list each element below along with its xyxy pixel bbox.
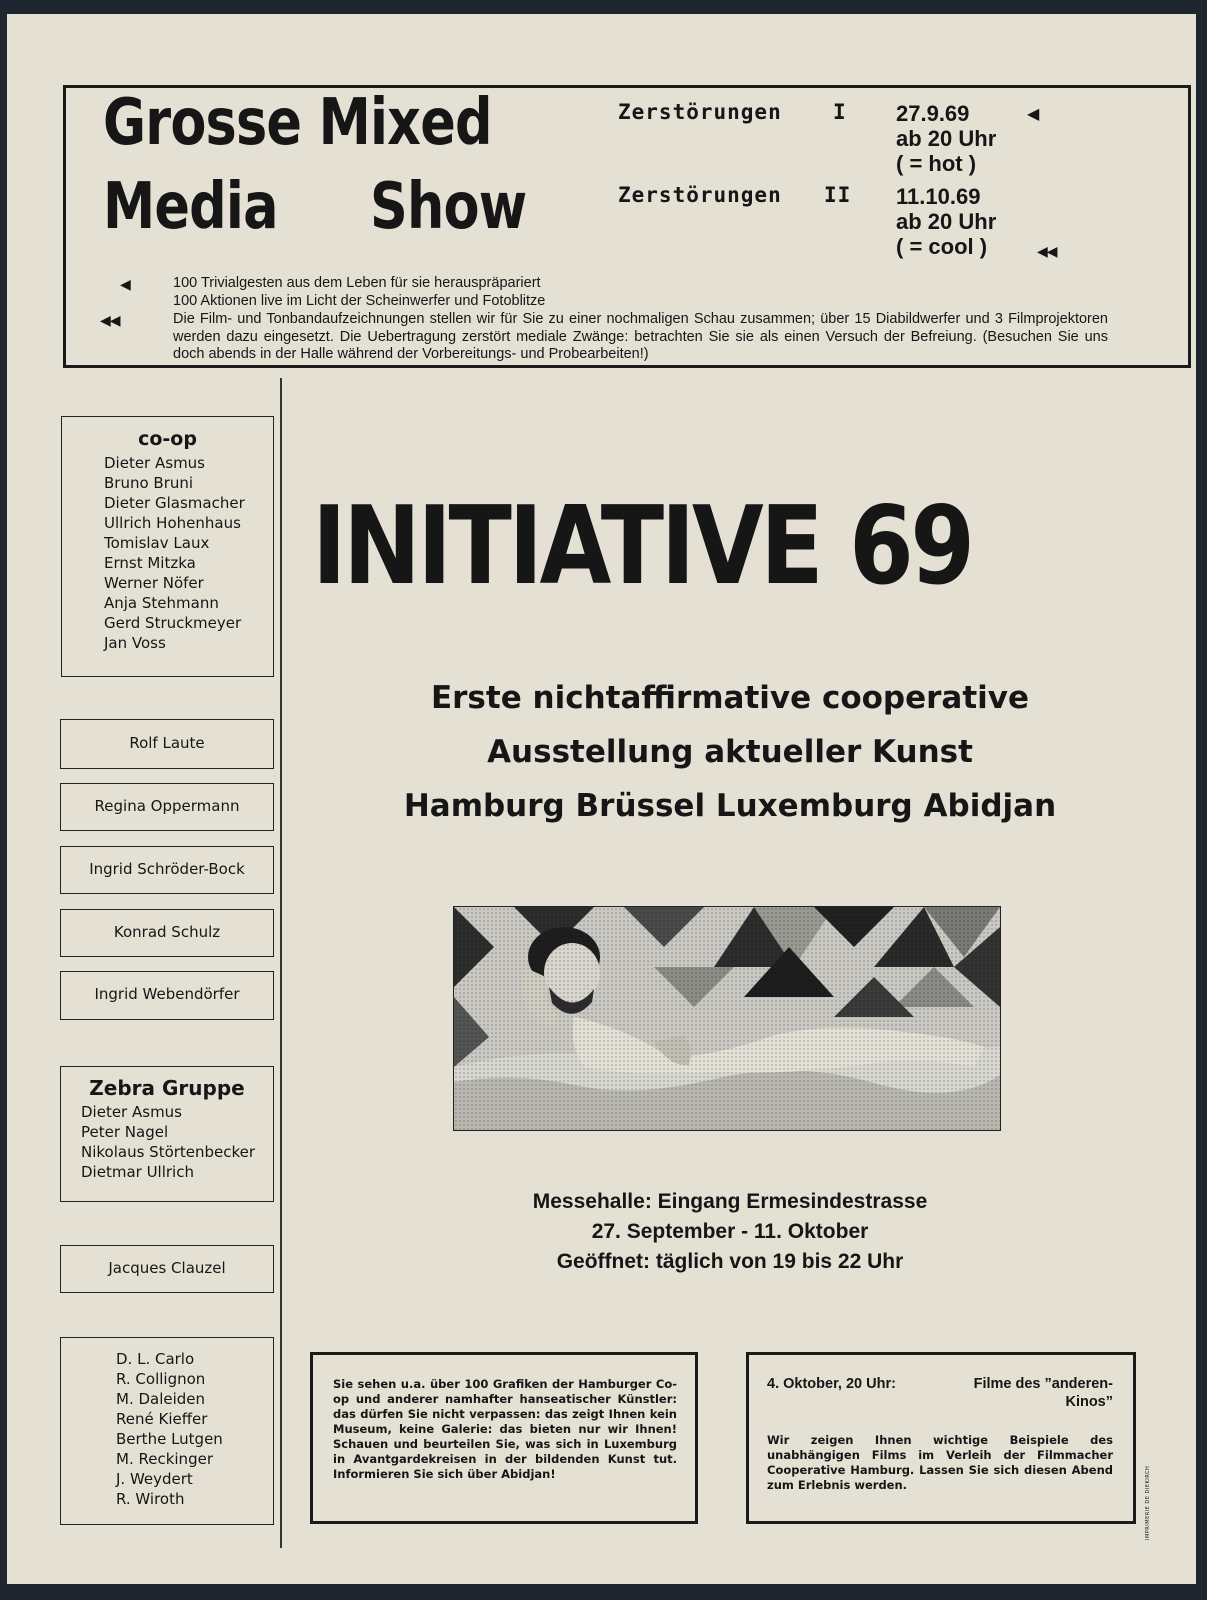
film-evening-title-2: Kinos”: [1065, 1394, 1113, 1410]
headline-word-show: Show: [370, 170, 527, 244]
event-2-numeral: II: [824, 183, 852, 207]
coop-member: Werner Nöfer: [104, 574, 204, 592]
event-2-marker-icon: ◀◀: [1037, 244, 1057, 260]
zebra-gruppe-box: [60, 1066, 274, 1202]
coop-member: Anja Stehmann: [104, 594, 219, 612]
coop-box: [61, 416, 274, 677]
venue-line-3: Geöffnet: täglich von 19 bis 22 Uhr: [556, 1250, 904, 1273]
lux-artist: René Kieffer: [116, 1410, 208, 1428]
photo-graphic: [454, 907, 1000, 1130]
headline-line-1: Grosse Mixed: [103, 86, 492, 160]
lux-artist: M. Reckinger: [116, 1450, 213, 1468]
artist-box-regina-oppermann: Regina Oppermann: [60, 783, 274, 831]
coop-member: Dieter Glasmacher: [104, 494, 245, 512]
subtitle-line-3: Hamburg Brüssel Luxemburg Abidjan: [403, 788, 1057, 824]
paragraph-marker-icon: ◀◀: [100, 313, 120, 329]
event-1-time: ab 20 Uhr: [896, 126, 997, 151]
coop-member: Jan Voss: [104, 634, 166, 652]
lux-artist: Berthe Lutgen: [116, 1430, 223, 1448]
zebra-member: Dieter Asmus: [81, 1103, 183, 1121]
coop-member: Gerd Struckmeyer: [104, 614, 242, 632]
artist-box-jacques-clauzel: Jacques Clauzel: [60, 1245, 274, 1293]
event-2-date: 11.10.69: [896, 184, 981, 209]
column-divider: [280, 378, 282, 1548]
lux-artist: R. Collignon: [116, 1370, 206, 1388]
coop-member: Tomislav Laux: [104, 534, 210, 552]
printer-credit: IMPRIMERIE DE DIEKIRCH: [1145, 1465, 1151, 1540]
grafiken-info-text: Sie sehen u.a. über 100 Grafiken der Hamburger Co-op und anderer namhafter hanseatischer Künstler: das dürfen Sie nicht verpassen: das zeigt Ihnen kein Museum, keine Galerie: das bieten nur wir Ihnen! Schauen und beurteilen Sie, was sich in Luxemburg in Avantgardekreisen in der bildenden Kunst tut. Informieren Sie sich über Abidjan!: [333, 1377, 677, 1481]
coop-member: Ullrich Hohenhaus: [104, 514, 241, 532]
lux-artist: D. L. Carlo: [116, 1350, 195, 1368]
main-title: INITIATIVE 69: [312, 484, 972, 609]
event-2-time: ab 20 Uhr: [896, 209, 997, 234]
event-2-label: Zerstörungen: [618, 183, 782, 207]
subtitle-line-1: Erste nichtaffirmative cooperative: [430, 680, 1030, 716]
film-evening-date: 4. Oktober, 20 Uhr:: [767, 1376, 896, 1392]
luxembourg-artists-box: [60, 1337, 274, 1525]
film-evening-box: [746, 1352, 1136, 1524]
film-evening-text: Wir zeigen Ihnen wichtige Beispiele des unabhängigen Films im Verleih der Filmmacher Cooperative Hamburg. Lassen Sie sich diesen Abend zum Erlebnis werden.: [767, 1433, 1113, 1492]
lux-artist: J. Weydert: [116, 1470, 193, 1488]
event-1-date: 27.9.69: [896, 101, 970, 126]
event-1-label: Zerstörungen: [618, 100, 782, 124]
grafiken-info-box: [310, 1352, 698, 1524]
lux-artist: R. Wiroth: [116, 1490, 185, 1508]
subtitle-line-2: Ausstellung aktueller Kunst: [487, 734, 973, 770]
event-2-note: ( = cool ): [896, 234, 988, 259]
event-1-note: ( = hot ): [896, 151, 977, 176]
film-evening-title-1: Filme des ”anderen-: [973, 1376, 1113, 1392]
event-1-marker-icon: ◀: [1027, 106, 1040, 123]
header-line-2: 100 Aktionen live im Licht der Scheinwerfer und Fotoblitze: [173, 293, 546, 309]
venue-line-2: 27. September - 11. Oktober: [591, 1220, 869, 1243]
header-paragraph: Die Film- und Tonbandaufzeichnungen stellen wir für Sie zu einer nochmaligen Schau zusammen; über 15 Diabildwerfer und 3 Filmprojektoren werden dazu eingesetzt. Die Uebertragung zerstört mediale Zwänge: betrachten Sie sie als einen Versuch der Befreiung. (Besuchen Sie uns doch abends in der Halle während der Vorbereitungs- und Probearbeiten!): [173, 311, 1108, 362]
coop-title: co-op: [138, 428, 197, 450]
coop-member: Bruno Bruni: [104, 474, 194, 492]
zebra-member: Dietmar Ullrich: [81, 1163, 194, 1181]
artist-box-ingrid-schroeder-bock: Ingrid Schröder-Bock: [60, 846, 274, 894]
artist-box-ingrid-webendoerfer: Ingrid Webendörfer: [60, 971, 274, 1020]
header-line-1: 100 Trivialgesten aus dem Leben für sie herauspräpariert: [173, 275, 541, 291]
zebra-member: Peter Nagel: [81, 1123, 169, 1141]
coop-member: Ernst Mitzka: [104, 554, 196, 572]
line-1-marker-icon: ◀: [120, 277, 130, 293]
halftone-photo: [453, 906, 1001, 1131]
zebra-member: Nikolaus Störtenbecker: [81, 1143, 256, 1161]
artist-box-rolf-laute: Rolf Laute: [60, 719, 274, 769]
venue-line-1: Messehalle: Eingang Ermesindestrasse: [532, 1190, 928, 1213]
lux-artist: M. Daleiden: [116, 1390, 206, 1408]
headline-word-media: Media: [103, 170, 278, 244]
artist-box-konrad-schulz: Konrad Schulz: [60, 909, 274, 957]
zebra-gruppe-title: Zebra Gruppe: [89, 1076, 245, 1100]
event-1-numeral: I: [833, 100, 847, 124]
coop-member: Dieter Asmus: [104, 454, 206, 472]
